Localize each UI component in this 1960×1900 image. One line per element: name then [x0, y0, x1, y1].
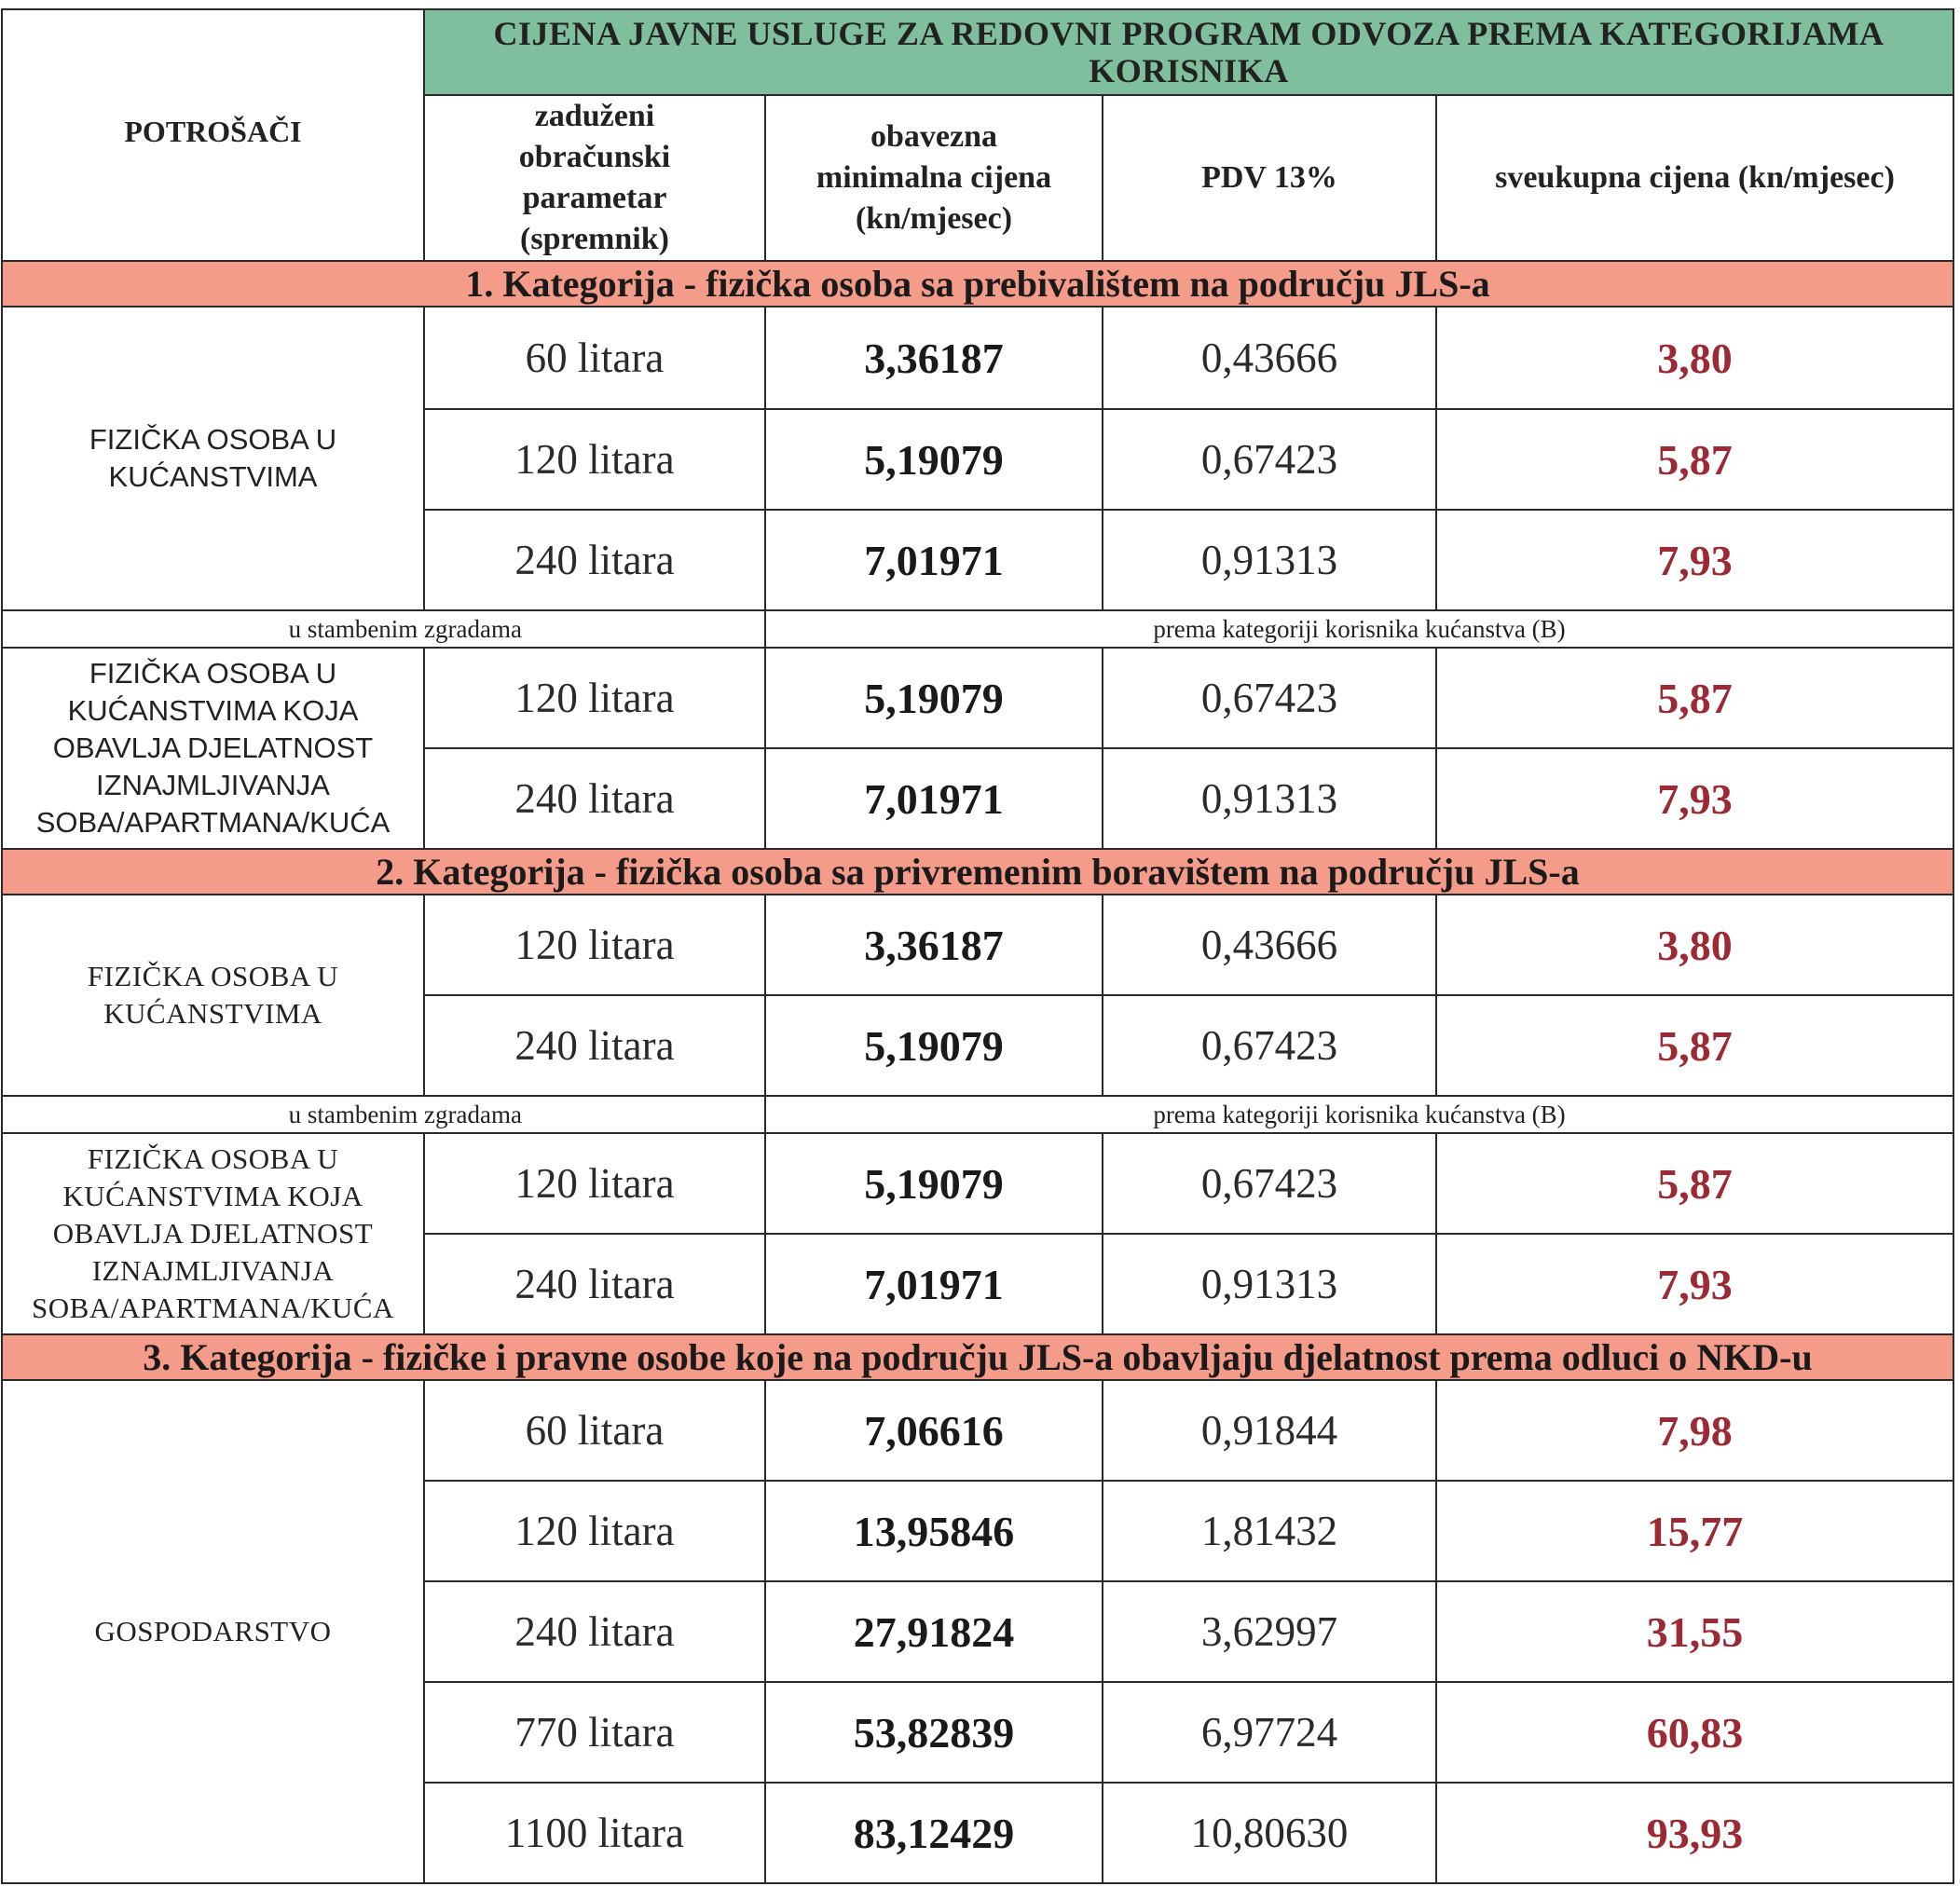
vat-cell: 0,91313	[1103, 510, 1436, 610]
vat-cell: 0,67423	[1103, 409, 1436, 510]
min-price-cell: 83,12429	[765, 1783, 1103, 1883]
container-cell: 120 litara	[424, 1133, 765, 1234]
container-cell: 60 litara	[424, 307, 765, 409]
min-price-cell: 7,01971	[765, 1234, 1103, 1334]
min-price-cell: 53,82839	[765, 1682, 1103, 1783]
total-cell: 31,55	[1436, 1581, 1953, 1682]
category-2-group-households: FIZIČKA OSOBA U KUĆANSTVIMA	[2, 895, 424, 1096]
vat-cell: 0,43666	[1103, 307, 1436, 409]
total-cell: 60,83	[1436, 1682, 1953, 1783]
note-residential-buildings: u stambenim zgradama	[2, 610, 765, 648]
total-cell: 3,80	[1436, 895, 1953, 995]
min-price-cell: 3,36187	[765, 307, 1103, 409]
vat-cell: 0,43666	[1103, 895, 1436, 995]
min-price-cell: 3,36187	[765, 895, 1103, 995]
total-cell: 93,93	[1436, 1783, 1953, 1883]
min-price-cell: 7,06616	[765, 1380, 1103, 1481]
total-cell: 5,87	[1436, 995, 1953, 1096]
header-min-price: obavezna minimalna cijena (kn/mjesec)	[765, 95, 1103, 261]
note-household-category: prema kategoriji korisnika kućanstva (B)	[765, 1096, 1953, 1133]
container-cell: 120 litara	[424, 409, 765, 510]
container-cell: 60 litara	[424, 1380, 765, 1481]
container-cell: 240 litara	[424, 748, 765, 849]
header-vat: PDV 13%	[1103, 95, 1436, 261]
total-cell: 5,87	[1436, 1133, 1953, 1234]
container-cell: 120 litara	[424, 895, 765, 995]
header-title: CIJENA JAVNE USLUGE ZA REDOVNI PROGRAM ODVOZA PREMA KATEGORIJAMA KORISNIKA	[424, 9, 1953, 95]
min-price-cell: 27,91824	[765, 1581, 1103, 1682]
vat-cell: 0,91313	[1103, 1234, 1436, 1334]
header-consumers: POTROŠAČI	[2, 9, 424, 261]
min-price-cell: 7,01971	[765, 510, 1103, 610]
category-3-title: 3. Kategorija - fizičke i pravne osobe koje na području JLS-a obavljaju djelatnost prema odluci o NKD-u	[2, 1334, 1953, 1380]
container-cell: 770 litara	[424, 1682, 765, 1783]
category-2-group-rental: FIZIČKA OSOBA U KUĆANSTVIMA KOJA OBAVLJA DJELATNOST IZNAJMLJIVANJA SOBA/APARTMANA/KUĆA	[2, 1133, 424, 1334]
vat-cell: 0,67423	[1103, 995, 1436, 1096]
vat-cell: 0,67423	[1103, 1133, 1436, 1234]
vat-cell: 10,80630	[1103, 1783, 1436, 1883]
note-household-category: prema kategoriji korisnika kućanstva (B)	[765, 610, 1953, 648]
category-2-title: 2. Kategorija - fizička osoba sa privremenim boravištem na području JLS-a	[2, 849, 1953, 895]
min-price-cell: 7,01971	[765, 748, 1103, 849]
total-cell: 7,93	[1436, 748, 1953, 849]
total-cell: 7,93	[1436, 510, 1953, 610]
vat-cell: 0,67423	[1103, 648, 1436, 748]
header-parameter: zaduženi obračunski parametar (spremnik)	[424, 95, 765, 261]
container-cell: 240 litara	[424, 1234, 765, 1334]
vat-cell: 0,91313	[1103, 748, 1436, 849]
container-cell: 240 litara	[424, 995, 765, 1096]
vat-cell: 1,81432	[1103, 1481, 1436, 1581]
min-price-cell: 5,19079	[765, 648, 1103, 748]
container-cell: 120 litara	[424, 648, 765, 748]
min-price-cell: 5,19079	[765, 409, 1103, 510]
min-price-cell: 5,19079	[765, 995, 1103, 1096]
container-cell: 120 litara	[424, 1481, 765, 1581]
category-1-group-households: FIZIČKA OSOBA U KUĆANSTVIMA	[2, 307, 424, 610]
price-table	[1, 8, 1954, 1884]
header-total: sveukupna cijena (kn/mjesec)	[1436, 95, 1953, 261]
total-cell: 15,77	[1436, 1481, 1953, 1581]
total-cell: 3,80	[1436, 307, 1953, 409]
container-cell: 240 litara	[424, 510, 765, 610]
category-1-title: 1. Kategorija - fizička osoba sa prebivalištem na području JLS-a	[2, 261, 1953, 307]
vat-cell: 3,62997	[1103, 1581, 1436, 1682]
total-cell: 7,93	[1436, 1234, 1953, 1334]
min-price-cell: 5,19079	[765, 1133, 1103, 1234]
total-cell: 7,98	[1436, 1380, 1953, 1481]
total-cell: 5,87	[1436, 409, 1953, 510]
vat-cell: 6,97724	[1103, 1682, 1436, 1783]
category-1-group-rental: FIZIČKA OSOBA U KUĆANSTVIMA KOJA OBAVLJA DJELATNOST IZNAJMLJIVANJA SOBA/APARTMANA/KUĆA	[2, 648, 424, 849]
category-3-group-business: GOSPODARSTVO	[2, 1380, 424, 1883]
vat-cell: 0,91844	[1103, 1380, 1436, 1481]
min-price-cell: 13,95846	[765, 1481, 1103, 1581]
container-cell: 240 litara	[424, 1581, 765, 1682]
total-cell: 5,87	[1436, 648, 1953, 748]
container-cell: 1100 litara	[424, 1783, 765, 1883]
note-residential-buildings: u stambenim zgradama	[2, 1096, 765, 1133]
